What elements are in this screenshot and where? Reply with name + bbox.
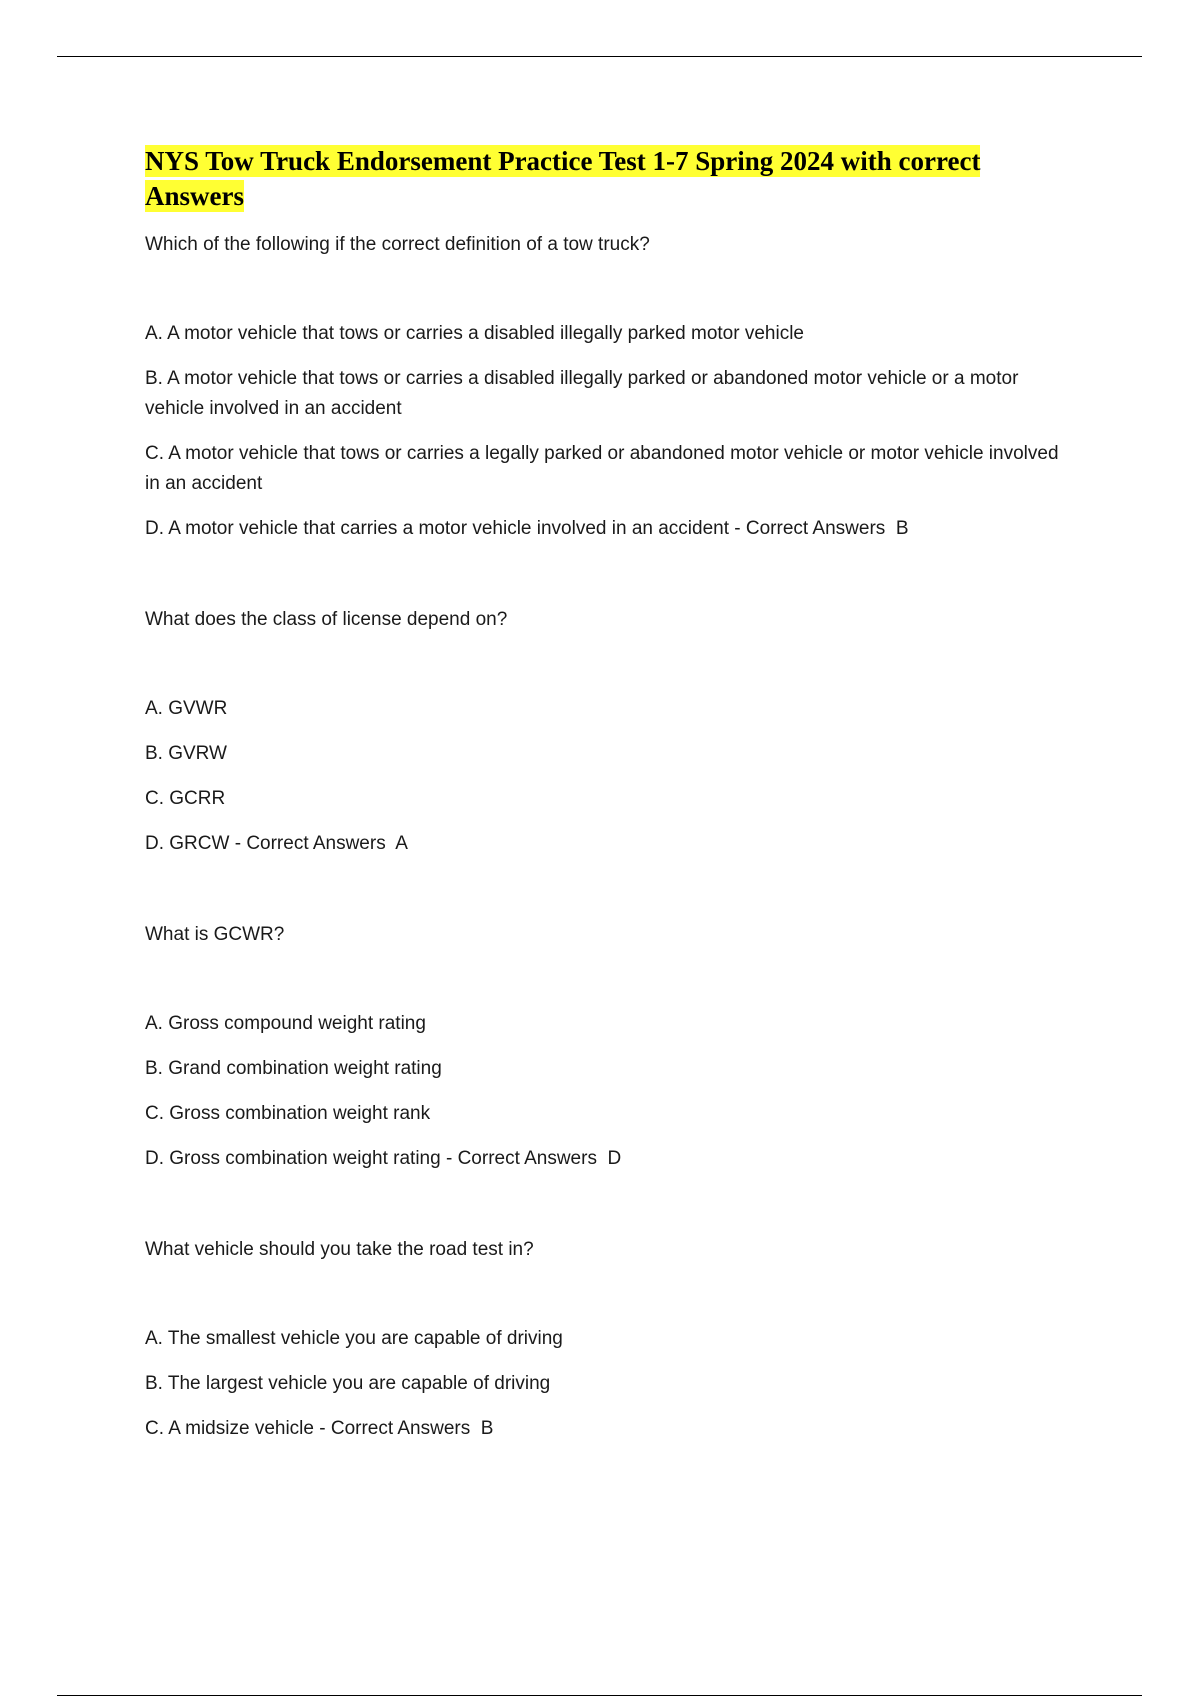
document-title	[145, 144, 1075, 214]
option-d-with-answer: D. Gross combination weight rating - Correct Answers D	[145, 1148, 622, 1169]
option-a: A. The smallest vehicle you are capable of driving	[145, 1328, 563, 1349]
footer-rule	[57, 1695, 1142, 1696]
document-body	[145, 144, 1075, 1459]
options-list	[145, 1009, 1075, 1174]
option-c: C. GCRR	[145, 788, 226, 809]
option-b: B. GVRW	[145, 743, 227, 764]
title-highlight: NYS Tow Truck Endorsement Practice Test 1-7 Spring 2024 with correct Answers	[145, 146, 981, 211]
option-d-with-answer: D. GRCW - Correct Answers A	[145, 833, 408, 854]
options-list	[145, 1324, 1075, 1444]
question-text: What vehicle should you take the road test in?	[145, 1239, 534, 1260]
question-block-3	[145, 920, 1075, 1174]
option-b: B. The largest vehicle you are capable of driving	[145, 1373, 551, 1394]
option-c: C. Gross combination weight rank	[145, 1103, 431, 1124]
option-b: B. Grand combination weight rating	[145, 1058, 442, 1079]
question-block-1	[145, 230, 1075, 544]
option-b: B. A motor vehicle that tows or carries a disabled illegally parked or abandoned motor vehicle or a motor vehicle involved in an accident	[145, 368, 1019, 419]
option-a: A. GVWR	[145, 698, 228, 719]
question-text: What is GCWR?	[145, 924, 285, 945]
options-list	[145, 319, 1075, 544]
option-c: C. A motor vehicle that tows or carries a legally parked or abandoned motor vehicle or motor vehicle involved in an accident	[145, 443, 1059, 494]
option-d-with-answer: D. A motor vehicle that carries a motor vehicle involved in an accident - Correct Answers B	[145, 518, 909, 539]
option-c-with-answer: C. A midsize vehicle - Correct Answers B	[145, 1418, 494, 1439]
question-block-4	[145, 1235, 1075, 1444]
options-list	[145, 694, 1075, 859]
question-text: Which of the following if the correct definition of a tow truck?	[145, 234, 650, 255]
option-a: A. A motor vehicle that tows or carries a disabled illegally parked motor vehicle	[145, 323, 804, 344]
question-block-2	[145, 605, 1075, 859]
question-text: What does the class of license depend on?	[145, 609, 508, 630]
option-a: A. Gross compound weight rating	[145, 1013, 426, 1034]
header-rule	[57, 56, 1142, 57]
